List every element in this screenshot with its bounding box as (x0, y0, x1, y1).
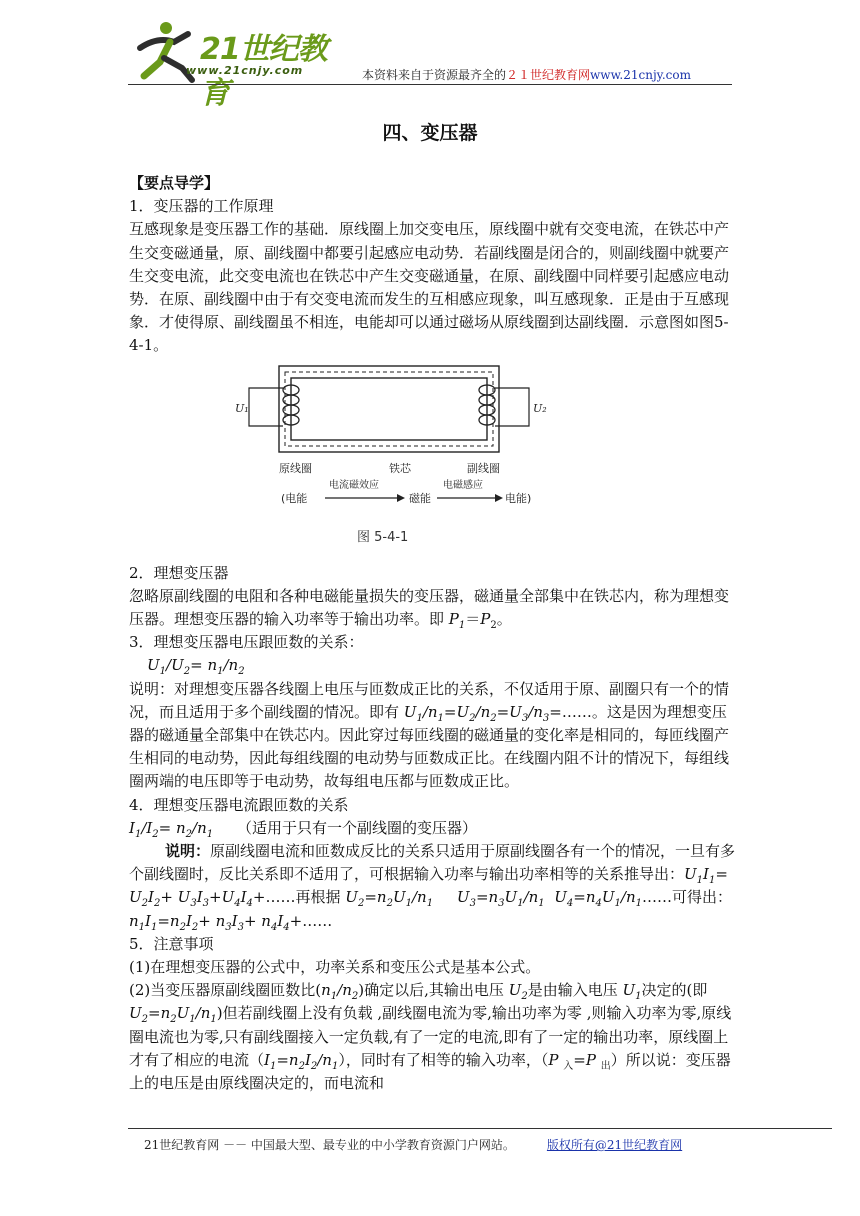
u2-label: U₂ (533, 401, 547, 415)
s3-note-b: 这是因为理想变压器的磁通量全部集中在铁芯内。因此穿过每匝线圈的磁通量的变化率是相同的，每匝线圈产生相同的电动势，因此每组线圈的电动势与匝数成正比。在线圈内阻不计的情况下，每组线圈两端的电压即等于电动势，故每组电压都与匝数成正比。 (129, 702, 730, 791)
s4-formula: $I_1/I_2= n_2/n_1$ （适用于只有一个副线圈的变压器） (129, 818, 477, 840)
header-note-prefix: 本资料来自于资源最齐全的 (362, 68, 507, 82)
header-note-url[interactable]: www.21cnjy.com (590, 68, 691, 82)
s2-heading: 2．理想变压器 (129, 563, 229, 582)
figure-caption: 图 5-4-1 (357, 529, 409, 545)
secondary-coil-label: 副线圈 (467, 461, 500, 475)
s5-item2-f: ），同时有了相等的输入功率，（ (338, 1050, 549, 1069)
s4-note-a: 原副线圈电流和匝数成反比的关系只适用于原副线圈各有一个的情况，一旦有多个副线圈时，反比关系即不适用了，可根据输入功率与输出功率相等的关系推导出： (129, 842, 736, 884)
s2-body-text: 忽略原副线圈的电阻和各种电磁能量损失的变压器，磁通量全部集中在铁芯内，称为理想变压器。理想变压器的输入功率等于输出功率。即 (129, 586, 730, 629)
s4-heading: 4．理想变压器电流跟匝数的关系 (129, 795, 349, 814)
flow-start-label: (电能 (281, 491, 308, 505)
s4-derive: 可得出： (671, 888, 732, 907)
s5-item2-a: (2)当变压器原副线圈匝数比( (129, 981, 322, 1000)
s5-item2-b: )确定以后,其输出电压 (358, 981, 504, 1000)
s5-item2-g: ）所以说：变压器上的电压是由原线圈决定的，而电流和 (129, 1050, 731, 1093)
transformer-figure (129, 360, 739, 560)
section-heading: 【要点导学】 (129, 174, 220, 192)
header-divider (128, 84, 732, 85)
s4-then: 再根据 (295, 888, 341, 907)
transformer-diagram (229, 360, 549, 520)
page-header (0, 0, 860, 111)
s3-note-a: 说明：对理想变压器各线圈上电压与匝数成正比的关系，不仅适用于原、副圈只有一个的情况，而且适用于多个副线圈的情况。即有 (129, 679, 730, 721)
arrow2-label: 电磁感应 (443, 479, 483, 491)
s5-heading: 5．注意事项 (129, 934, 214, 953)
s5-item2-e: )但若副线圈上没有负载 ,副线圈电流为零,输出功率为零 ,则输入功率为零,原线圈电流也为零,只有副线圈接入一定负载,有了一定的电流,即有了一定的输出功率，原线圈上才有了相应的电流（ (129, 1004, 732, 1069)
s3-note: 说明：对理想变压器各线圈上电压与匝数成正比的关系，不仅适用于原、副圈只有一个的情况，而且适用于多个副线圈的情况。即有 $U_1/n_1=U_2/n_2=U_3/n_3=\dots\dots$。这是因为理想变压器的磁通量全部集中在铁芯内。因此穿过每匝线圈的磁通量的变化率是相同的，每匝线圈产生相同的电动势，因此每组线圈的电动势与匝数成正比。在线圈内阻不计的情况下，每组线圈两端的电压即等于电动势，故每组电压都与匝数成正比。 (129, 679, 730, 791)
s3-heading: 3．理想变压器电压跟匝数的关系： (129, 633, 364, 652)
s5-item2: (2)当变压器原副线圈匝数比$(n_1/n_2)$确定以后,其输出电压 $U_2$是由输入电压 $U_1$决定的(即 $U_2=n_2U_1/n_1$)但若副线圈上没有负载 ,副线圈电流为零,输出功率为零 ,则输入功率为零,原线圈电流也为零,只有副线圈接入一定负载,有了一定的电流,即有了一定的输出功率，原线圈上才有了相应的电流$(I_1=n_2I_2/n_1)$，同时有了相等的输入功率，（P $_入$=P $_出$）所以说：变压器上的电压是由原线圈决定的，而电流和 (129, 981, 732, 1093)
s4-note: 说明：原副线圈电流和匝数成反比的关系只适用于原副线圈各有一个的情况，一旦有多个副线圈时，反比关系即不适用了，可根据输入功率与输出功率相等的关系推导出：$U_1I_1= U_2I_2+$ $U_3I_3+U_4I_4+\dots\dots$再根据 $U_2=n_2U_1/n_1$ $U_3=n_3U_1/n_1$ $U_4=n_4U_1/n_1\dots\dots$可得出： (129, 842, 736, 910)
s4-applies: （适用于只有一个副线圈的变压器） (236, 818, 477, 837)
logo-url: www.21cnjy.com (186, 64, 304, 77)
site-logo (130, 18, 340, 111)
core-label: 铁芯 (389, 461, 411, 475)
s5-item2-c: 是由输入电压 (527, 981, 618, 1000)
page-footer (144, 1136, 682, 1153)
main-content (129, 172, 739, 1095)
header-note-site[interactable]: ２１世纪教育网 (506, 68, 591, 82)
s5-item1: (1)在理想变压器的公式中，功率关系和变压公式是基本公式。 (129, 958, 541, 977)
u1-label: U₁ (235, 401, 249, 415)
s4-result: $n_1I_1=n_2I_2+ n_3I_3+$ $n_4I_4+\dots\dots$ (129, 911, 333, 933)
flow-mid-label: 磁能 (409, 491, 431, 505)
footer-divider (128, 1128, 832, 1129)
page-title: 四、变压器 (382, 122, 478, 144)
footer-text: 21世纪教育网 －－ 中国最大型、最专业的中小学教育资源门户网站。 (144, 1138, 515, 1152)
footer-copyright-link[interactable]: 版权所有@21世纪教育网 (546, 1138, 683, 1152)
s2-body: 忽略原副线圈的电阻和各种电磁能量损失的变压器，磁通量全部集中在铁芯内，称为理想变压器。理想变压器的输入功率等于输出功率。即 $P_1=P_2$。 (129, 586, 730, 632)
flow-end-label: 电能) (505, 491, 532, 505)
logo-text: 21世纪教育 (200, 32, 327, 111)
s3-formula: $U_1/U_2= n_1/n_2$ (147, 656, 245, 678)
arrow1-label: 电流磁效应 (329, 479, 379, 491)
s1-heading: 1．变压器的工作原理 (129, 197, 274, 216)
s4-note-label: 说明： (165, 842, 211, 861)
s1-body: 互感现象是变压器工作的基础．原线圈上加交变电压，原线圈中就有交变电流，在铁芯中产生交变磁通量，原、副线圈中都要引起感应电动势．若副线圈是闭合的，则副线圈中就要产生交变电流，此交变电流也在铁芯中产生交变磁通量，在原、副线圈中同样要引起感应电动势．在原、副线圈中由于有交变电流而发生的互相感应现象，叫互感现象．正是由于互感现象．才使得原、副线圈虽不相连，电能却可以通过磁场从原线圈到达副线圈．示意图如图5-4-1。 (129, 220, 730, 355)
primary-coil-label: 原线圈 (279, 461, 312, 475)
s5-item2-d: 决定的(即 (641, 981, 708, 1000)
header-note (362, 66, 691, 83)
